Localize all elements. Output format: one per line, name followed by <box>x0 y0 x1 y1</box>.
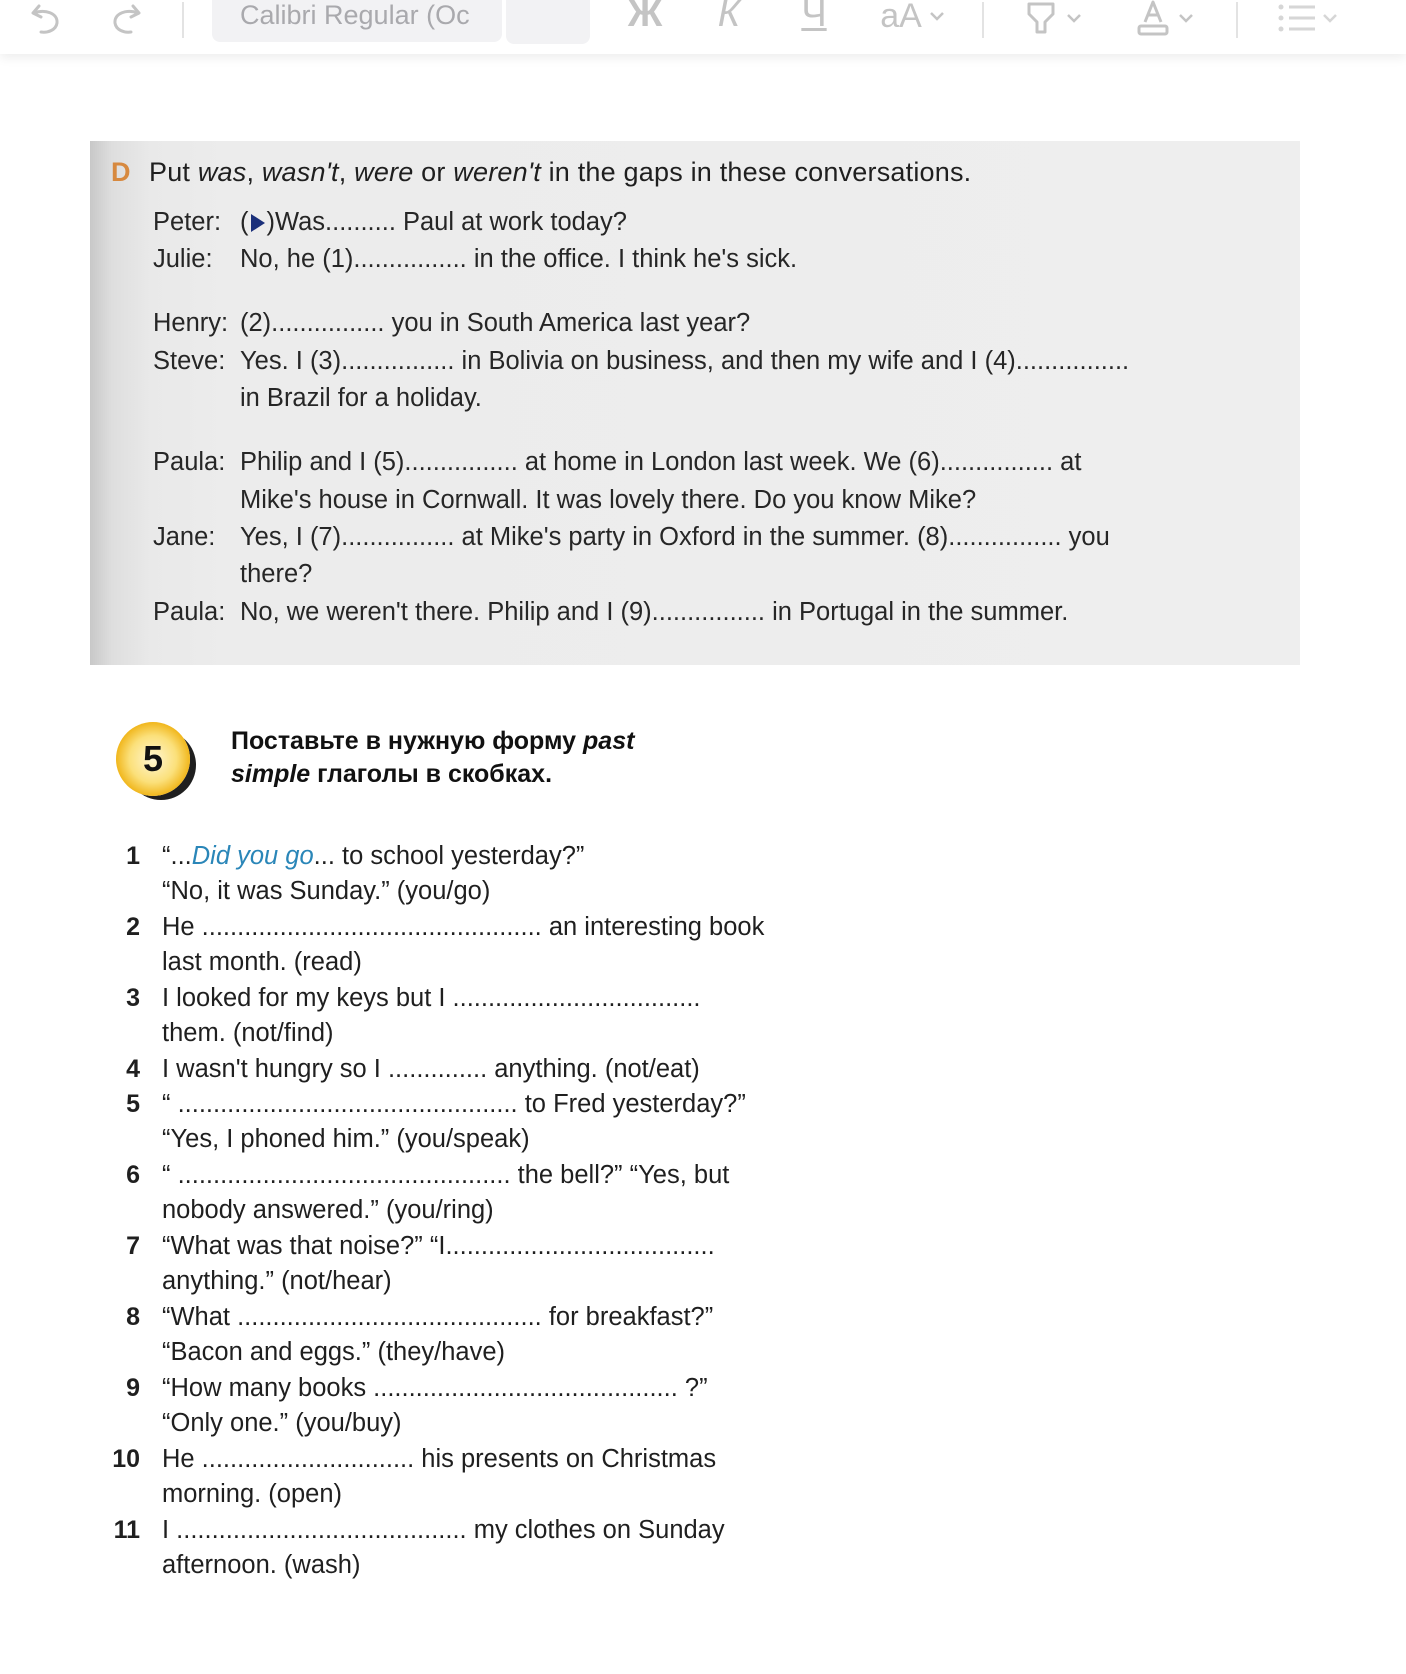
item-line-1: I ......................................... my clothes on Sunday <box>162 1516 725 1544</box>
chevron-down-icon <box>1177 12 1195 24</box>
chevron-down-icon <box>1321 12 1339 24</box>
item-line-2: last month. (read) <box>162 948 362 976</box>
toolbar-separator <box>982 2 984 38</box>
item-number: 10 <box>112 1445 140 1473</box>
font-size-button[interactable] <box>876 0 950 36</box>
font-name-select[interactable] <box>212 0 502 42</box>
dialogue-text: No, he (1)................ in the office. I think he's sick. <box>240 245 798 273</box>
text-color-icon[interactable] <box>1130 0 1200 38</box>
dialogue-text: there? <box>240 560 313 588</box>
dialogue-text: (2)................ you in South America last year? <box>240 309 751 337</box>
bold-button[interactable] <box>622 0 668 34</box>
item-line-1: “ ............................................... the bell?” “Yes, but <box>162 1161 730 1189</box>
bold-label: Ж <box>627 0 663 35</box>
answer-text: Did you go <box>191 842 314 870</box>
item-line-1: “How many books ........................................... ?” <box>162 1374 708 1402</box>
underline-button[interactable] <box>794 0 834 34</box>
formatting-toolbar <box>0 0 1406 54</box>
dialogue-text: No, we weren't there. Philip and I (9)................ in Portugal in the summer. <box>240 598 1069 626</box>
item-line-1: I wasn't hungry so I .............. anything. (not/eat) <box>162 1055 700 1083</box>
font-size-select[interactable] <box>506 0 590 44</box>
exercise-d-letter: D <box>111 157 131 187</box>
item-number: 6 <box>126 1161 140 1189</box>
item-number: 9 <box>126 1374 140 1402</box>
item-line-2: “Only one.” (you/buy) <box>162 1409 402 1437</box>
item-line-1: He ................................................ an interesting book <box>162 913 765 941</box>
item-number: 1 <box>126 842 140 870</box>
redo-icon[interactable] <box>106 0 146 38</box>
item-number: 8 <box>126 1303 140 1331</box>
speaker: Julie: <box>153 245 213 273</box>
speaker: Steve: <box>153 347 226 375</box>
item-number: 11 <box>113 1516 140 1544</box>
toolbar-separator <box>1236 2 1238 38</box>
dialogue-text: in Brazil for a holiday. <box>240 384 482 412</box>
font-name-value: Calibri Regular (Oc <box>240 0 470 30</box>
dialogue-text: Philip and I (5)................ at home in London last week. We (6)................ at <box>240 448 1082 476</box>
exercise-d-instructions: Put was, wasn't, were or weren't in the gaps in these conversations. <box>149 157 972 187</box>
italic-label: К <box>717 0 741 35</box>
exercise-number: 5 <box>142 738 164 779</box>
speaker: Peter: <box>153 208 222 236</box>
chevron-down-icon <box>1065 12 1083 24</box>
dialogue-text: Was.......... Paul at work today? <box>275 208 627 236</box>
item-line-1: “What ........................................... for breakfast?” <box>162 1303 714 1331</box>
exercise-5-instructions: Поставьте в нужную форму past simple глаголы в скобках. <box>231 727 635 788</box>
item-number: 7 <box>126 1232 140 1260</box>
item-line-2: afternoon. (wash) <box>162 1551 361 1579</box>
item-line-2: “Yes, I phoned him.” (you/speak) <box>162 1125 530 1153</box>
highlighter-icon[interactable] <box>1018 0 1088 38</box>
exercise-number-badge <box>116 722 190 796</box>
speaker: Jane: <box>153 523 216 551</box>
item-line-2: anything.” (not/hear) <box>162 1267 392 1295</box>
item-line-2: nobody answered.” (you/ring) <box>162 1196 494 1224</box>
item-line-2: “Bacon and eggs.” (they/have) <box>162 1338 506 1366</box>
play-icon <box>251 214 265 232</box>
item-line-2: morning. (open) <box>162 1480 343 1508</box>
dialogue-text: Yes. I (3)................ in Bolivia on business, and then my wife and I (4)................ <box>240 347 1130 375</box>
speaker: Henry: <box>153 309 229 337</box>
item-number: 3 <box>126 984 140 1012</box>
item-line-2: “No, it was Sunday.” (you/go) <box>162 877 491 905</box>
item-line-1: I looked for my keys but I ................................... <box>162 984 701 1012</box>
font-size-label: aA <box>880 0 922 35</box>
item-line-2: them. (not/find) <box>162 1019 334 1047</box>
item-line-1: He .............................. his presents on Christmas <box>162 1445 717 1473</box>
undo-icon[interactable] <box>26 0 66 38</box>
italic-button[interactable] <box>708 0 750 34</box>
list-icon[interactable] <box>1270 0 1346 38</box>
item-line-1: “ ................................................ to Fred yesterday?” <box>162 1090 746 1118</box>
item-number: 5 <box>126 1090 140 1118</box>
item-number: 4 <box>126 1055 140 1083</box>
speaker: Paula: <box>153 448 226 476</box>
chevron-down-icon <box>928 10 946 22</box>
speaker: Paula: <box>153 598 226 626</box>
dialogue-text: Mike's house in Cornwall. It was lovely there. Do you know Mike? <box>240 486 977 514</box>
toolbar-separator <box>182 2 184 38</box>
item-number: 2 <box>126 913 140 941</box>
item-line-1: “What was that noise?” “I...................................... <box>162 1232 715 1260</box>
dialogue-text: Yes, I (7)................ at Mike's party in Oxford in the summer. (8)................ you <box>240 523 1110 551</box>
underline-label: Ч <box>801 0 827 35</box>
